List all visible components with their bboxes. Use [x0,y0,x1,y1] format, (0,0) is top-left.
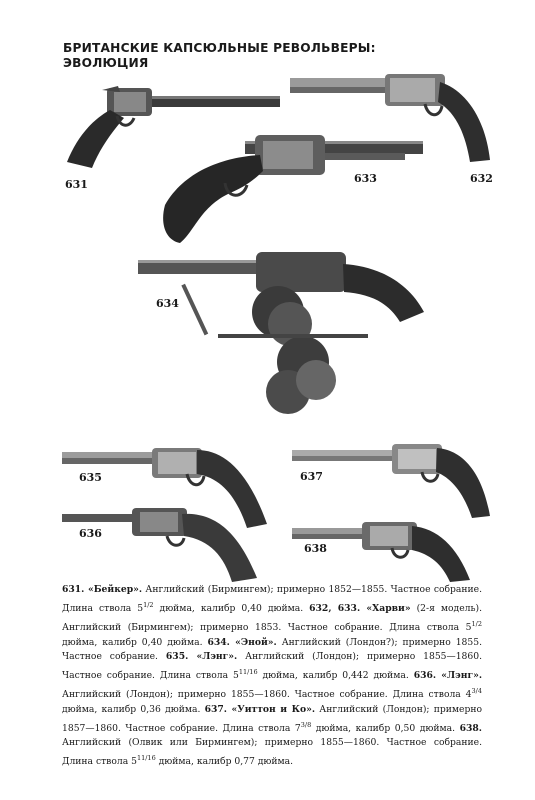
caption-632-text-b: дюйма, калибр 0,40 дюйма. [62,636,203,648]
figure-633-revolver-photo [155,135,425,247]
caption-637-text: Английский (Лондон); примерно 1857—1860. Частное собрание. Длина ствола 7 [62,703,482,734]
caption-631-text-b: дюйма, калибр 0,40 дюйма. [159,602,304,614]
page-title-line-2: ЭВОЛЮЦИЯ [63,56,149,70]
caption-638-text: Английский (Олвик или Бирмингем); примерно 1855—1860. Частное собрание. Длина ствола 5 [62,737,482,768]
caption-fraction: 3/4 [471,686,482,695]
figure-number: 632 [470,172,493,185]
caption-634-text: Английский (Лондон?); примерно 1855. Частное собрание. [62,636,483,663]
caption-638-title: 638. [459,722,483,734]
caption-637-title: 637. «Уиттон и Ко». [204,703,316,715]
caption-635-text: Английский (Лондон); примерно 1855—1860. Частное собрание. Длина ствола 5 [62,651,483,682]
figure-number: 638 [304,542,327,555]
figure-number: 635 [79,471,102,484]
figure-number: 634 [156,297,179,310]
caption-fraction: 11/16 [238,668,258,677]
caption-632-text: (2-я модель). Английский (Бирмингем); примерно 1853. Частное собрание. Длина ствола 5 [62,602,482,633]
caption-632-title: 632, 633. «Харви» [309,602,411,614]
figure-number: 633 [354,172,377,185]
caption-fraction: 3/8 [300,720,312,729]
caption-637-text-b: дюйма, калибр 0,50 дюйма. [315,722,456,734]
figure-number: 637 [300,470,323,483]
caption-638-text-b: дюйма, калибр 0,77 дюйма. [158,756,294,768]
caption-text [62,583,482,770]
caption-634-title: 634. «Эной». [207,636,277,648]
page-title [63,41,483,71]
figure-number: 636 [79,527,102,540]
caption-636-text: Английский (Лондон); примерно 1855—1860. Частное собрание. Длина ствола 4 [62,689,472,701]
caption-636-text-b: дюйма, калибр 0,36 дюйма. [62,703,201,715]
page-title-line-1: БРИТАНСКИЕ КАПСЮЛЬНЫЕ РЕВОЛЬВЕРЫ: [63,41,376,55]
caption-635-title: 635. «Лэнг». [165,651,238,663]
caption-631-text: Английский (Бирмингем); примерно 1852—1855. Частное собрание. Длина ствола 5 [62,584,482,614]
caption-fraction: 1/2 [471,619,482,628]
caption-fraction: 1/2 [143,600,154,609]
caption-636-title: 636. «Лэнг». [413,670,483,682]
figure-636-revolver-photo [62,498,272,583]
figure-number: 631 [65,178,88,191]
caption-631-title: 631. «Бейкер». [62,584,143,595]
figure-634-revolver-photo [138,252,428,422]
caption-fraction: 11/16 [136,754,156,763]
caption-635-text-b: дюйма, калибр 0,442 дюйма. [262,670,409,682]
